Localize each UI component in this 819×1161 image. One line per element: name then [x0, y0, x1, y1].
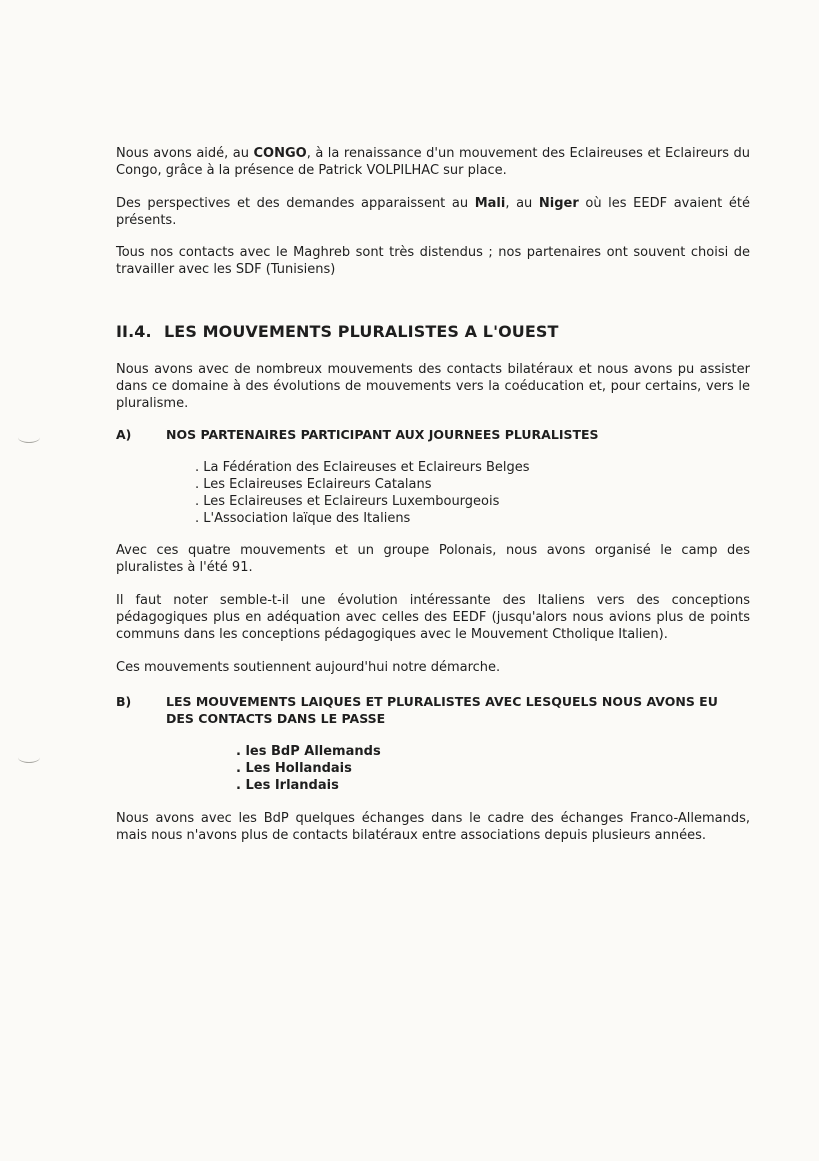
- paragraph-congo: Nous avons aidé, au CONGO, à la renaissance d'un mouvement des Eclaireuses et Eclaireurs du Congo, grâce à la présence de Patrick VOLPILHAC sur place.: [116, 146, 750, 178]
- subsection-a-letter: A): [116, 427, 132, 442]
- list-item: . Les Eclaireuses Eclaireurs Catalans: [195, 477, 432, 492]
- paragraph-bdp-echanges: Nous avons avec les BdP quelques échanges dans le cadre des échanges Franco-Allemands, mais nous n'avons plus de contacts bilatéraux entre associations depuis plusieurs années.: [116, 811, 750, 843]
- past-contacts-list: [236, 743, 381, 794]
- subsection-b-letter: B): [116, 694, 132, 709]
- paragraph-mali-niger: Des perspectives et des demandes apparaissent au Mali, au Niger où les EEDF avaient été présents.: [116, 196, 750, 228]
- punch-hole-mark: [18, 752, 40, 763]
- list-item: . les BdP Allemands: [236, 744, 381, 759]
- paragraph-camp-pluralistes: Avec ces quatre mouvements et un groupe Polonais, nous avons organisé le camp des pluralistes à l'été 91.: [116, 543, 750, 575]
- list-item: . Les Irlandais: [236, 778, 339, 793]
- list-item: . La Fédération des Eclaireuses et Eclaireurs Belges: [195, 460, 530, 475]
- paragraph-italiens: Il faut noter semble-t-il une évolution intéressante des Italiens vers des conceptions pédagogiques plus en adéquation avec celles des EEDF (jusqu'alors nous avions plus de points communs dans les conceptions pédagogiques avec le Mouvement Ctholique Italien).: [116, 593, 750, 642]
- section-title: LES MOUVEMENTS PLURALISTES A L'OUEST: [164, 322, 559, 341]
- list-item: . Les Eclaireuses et Eclaireurs Luxembourgeois: [195, 494, 500, 509]
- subsection-b-title: LES MOUVEMENTS LAIQUES ET PLURALISTES AVEC LESQUELS NOUS AVONS EU DES CONTACTS DANS LE PASSE: [166, 694, 718, 726]
- paragraph-soutien: Ces mouvements soutiennent aujourd'hui notre démarche.: [116, 660, 501, 675]
- paragraph-maghreb: Tous nos contacts avec le Maghreb sont très distendus ; nos partenaires ont souvent choisi de travailler avec les SDF (Tunisiens): [116, 245, 750, 277]
- partners-list: [195, 459, 530, 527]
- subsection-a-title: NOS PARTENAIRES PARTICIPANT AUX JOURNEES PLURALISTES: [166, 427, 599, 442]
- section-heading: [116, 322, 559, 341]
- list-item: . Les Hollandais: [236, 761, 352, 776]
- list-item: . L'Association laïque des Italiens: [195, 511, 411, 526]
- section-intro-paragraph: Nous avons avec de nombreux mouvements des contacts bilatéraux et nous avons pu assister dans ce domaine à des évolutions de mouvements vers la coéducation et, pour certains, vers le pluralisme.: [116, 362, 750, 411]
- punch-hole-mark: [18, 432, 40, 443]
- section-number: II.4.: [116, 322, 152, 341]
